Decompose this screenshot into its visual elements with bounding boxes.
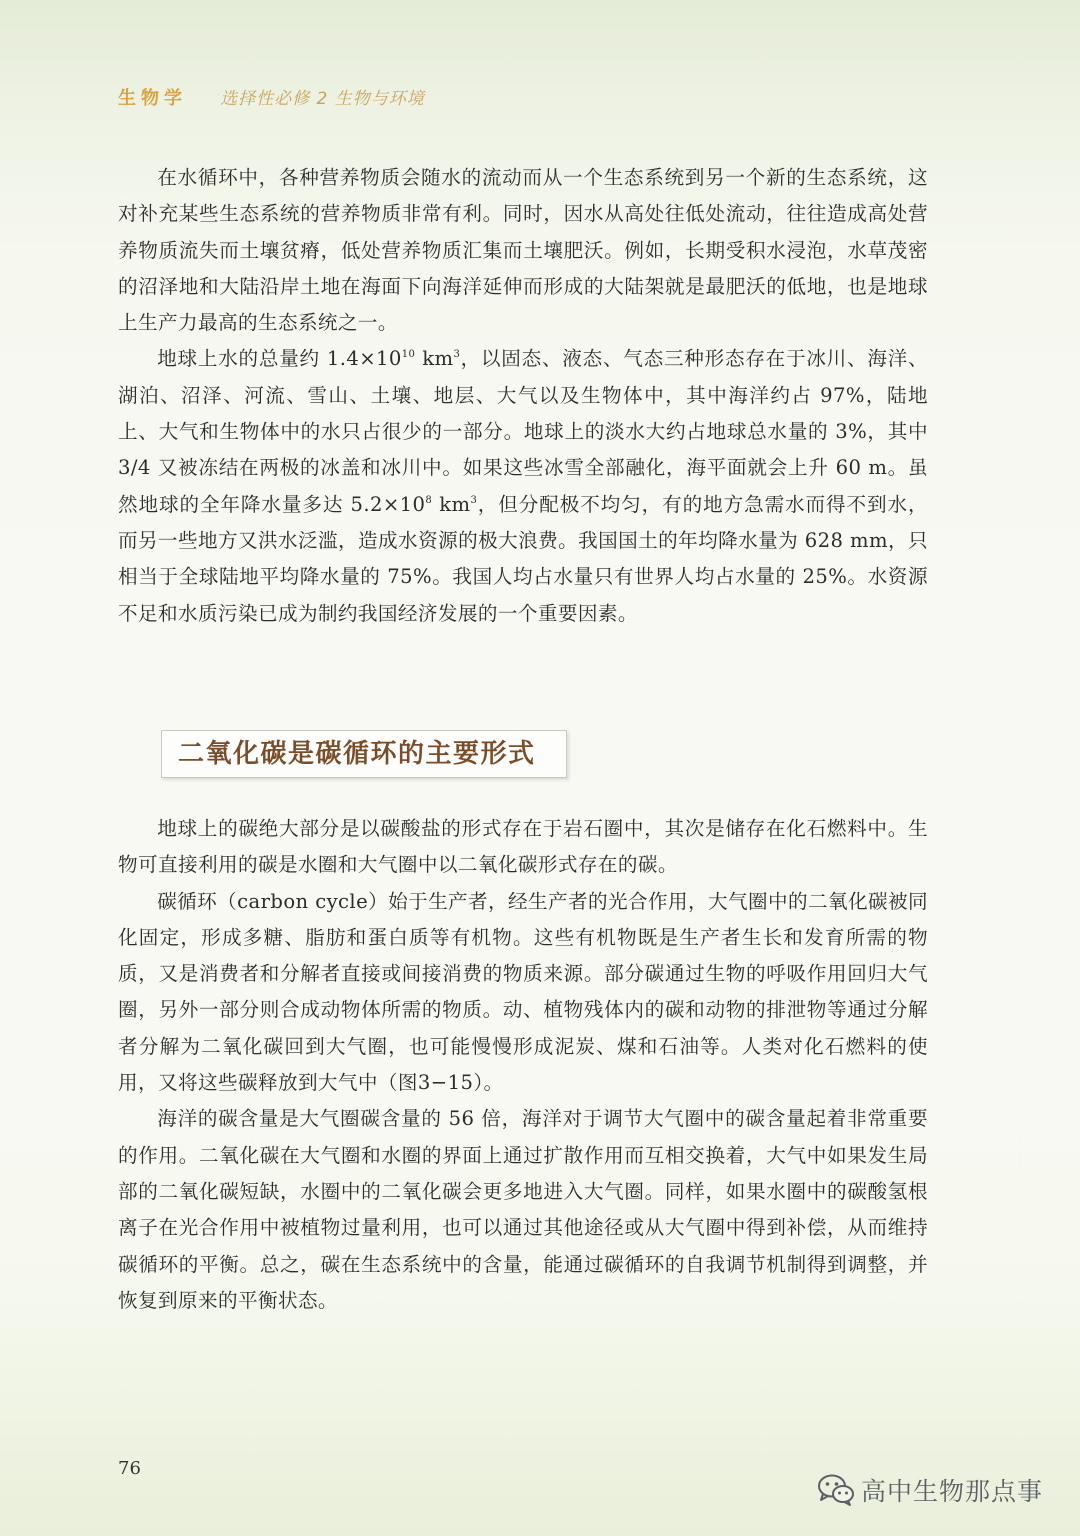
header-book-title: 选择性必修 2 生物与环境 bbox=[220, 89, 425, 109]
section-heading: 二氧化碳是碳循环的主要形式 bbox=[178, 739, 536, 769]
paragraph: 海洋的碳含量是大气圈碳含量的 56 倍，海洋对于调节大气圈中的碳含量起着非常重要的作用。二氧化碳在大气圈和水圈的界面上通过扩散作用而互相交换着，大气中如果发生局部的二氧化碳短缺，水圈中的二氧化碳会更多地进入大气圈。同样，如果水圈中的碳酸氢根离子在光合作用中被植物过量利用，也可以通过其他途径或从大气圈中得到补偿，从而维持碳循环的平衡。总之，碳在生态系统中的含量，能通过碳循环的自我调节机制得到调整，并恢复到原来的平衡状态。 bbox=[118, 1107, 928, 1312]
watermark-text: 高中生物那点事 bbox=[861, 1477, 1044, 1506]
running-header bbox=[118, 84, 425, 110]
body-text-top bbox=[118, 160, 928, 632]
paragraph: 在水循环中，各种营养物质会随水的流动而从一个生态系统到另一个新的生态系统，这对补充某些生态系统的营养物质非常有利。同时，因水从高处往低处流动，往往造成高处营养物质流失而土壤贫瘠，低处营养物质汇集而土壤肥沃。例如，长期受积水浸泡，水草茂密的沼泽地和大陆沿岸土地在海面下向海洋延伸而形成的大陆架就是最肥沃的低地，也是地球上生产力最高的生态系统之一。 bbox=[118, 166, 928, 335]
header-subject: 生物学 bbox=[118, 88, 187, 109]
body-text-bottom bbox=[118, 811, 928, 1319]
section-heading-box bbox=[161, 730, 567, 778]
paragraph: 地球上水的总量约 $1.4\times 10^{10}$ $km^3$，以固态、液态、气态三种形态存在于冰川、海洋、湖泊、沼泽、河流、雪山、土壤、地层、大气以及生物体中，其中海洋约占 97%，陆地上、大气和生物体中的水只占很少的一部分。地球上的淡水大约占地球总水量的 3%，其中 3/4 又被冻结在两极的冰盖和冰川中。如果这些冰雪全部融化，海平面就会上升 60 m。虽然地球的全年降水量多达 $5.2\times 10^8$ $km^3$，但分配极不均匀，有的地方急需水而得不到水，而另一些地方又洪水泛滥，造成水资源的极大浪费。我国国土的年均降水量为 628 mm，只相当于全球陆地平均降水量的 75%。我国人均占水量只有世界人均占水量的 25%。水资源不足和水质污染已成为制约我国经济发展的一个重要因素。 bbox=[118, 347, 928, 625]
watermark bbox=[817, 1470, 1043, 1510]
page-number: 76 bbox=[118, 1458, 141, 1479]
wechat-icon bbox=[817, 1473, 855, 1507]
paragraph: 碳循环（carbon cycle）始于生产者，经生产者的光合作用，大气圈中的二氧化碳被同化固定，形成多糖、脂肪和蛋白质等有机物。这些有机物既是生产者生长和发育所需的物质，又是消费者和分解者直接或间接消费的物质来源。部分碳通过生物的呼吸作用回归大气圈，另外一部分则合成动物体所需的物质。动、植物残体内的碳和动物的排泄物等通过分解者分解为二氧化碳回到大气圈，也可能慢慢形成泥炭、煤和石油等。人类对化石燃料的使用，又将这些碳释放到大气中（图3−15）。 bbox=[118, 889, 928, 1095]
paragraph: 地球上的碳绝大部分是以碳酸盐的形式存在于岩石圈中，其次是储存在化石燃料中。生物可直接利用的碳是水圈和大气圈中以二氧化碳形式存在的碳。 bbox=[118, 817, 928, 877]
